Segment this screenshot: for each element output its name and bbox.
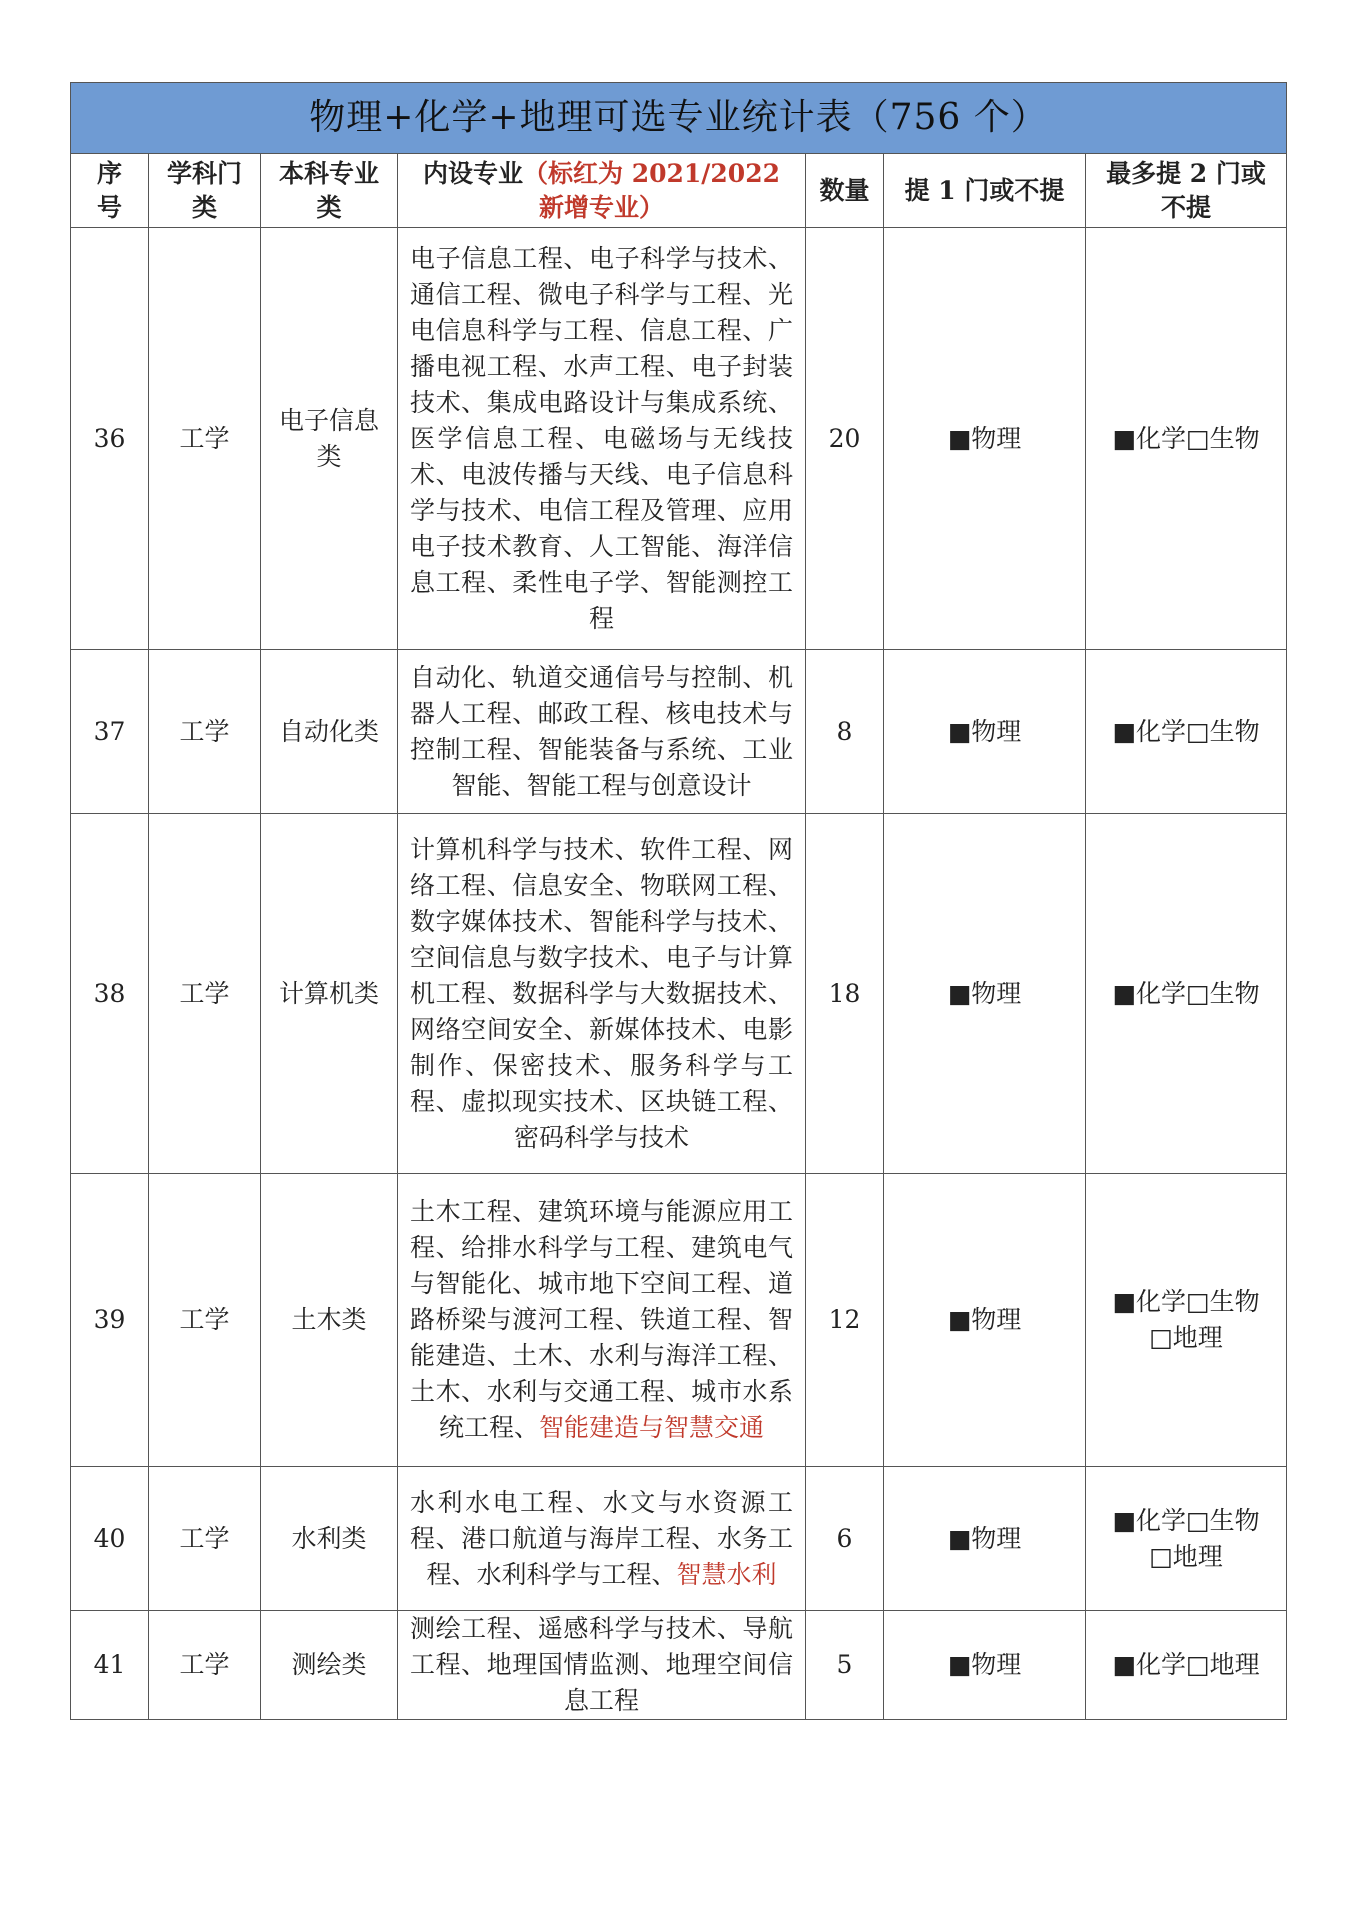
row-majors — [398, 650, 806, 814]
row-category: 自动化类 — [261, 650, 398, 814]
row-category: 计算机类 — [261, 814, 398, 1174]
row-req2: ■化学□生物 — [1086, 228, 1287, 650]
row-majors — [398, 814, 806, 1174]
row-count: 18 — [806, 814, 884, 1174]
row-req2: ■化学□生物 — [1086, 814, 1287, 1174]
table-row — [71, 1467, 1287, 1611]
major-statistics-table-sheet — [70, 82, 1286, 1720]
row-category: 土木类 — [261, 1174, 398, 1467]
row-majors-new: 智慧水利 — [676, 1559, 777, 1589]
table-row — [71, 1611, 1287, 1720]
row-majors — [398, 1174, 806, 1467]
header-discipline: 学科门类 — [149, 154, 261, 228]
row-majors-text: 电子信息工程、电子科学与技术、通信工程、微电子科学与工程、光电信息科学与工程、信息工程、广播电视工程、水声工程、电子封装技术、集成电路设计与集成系统、医学信息工程、电磁场与无线技术、电波传播与天线、电子信息科学与技术、电信工程及管理、应用电子技术教育、人工智能、海洋信息工程、柔性电子学、智能测控工程 — [410, 243, 793, 633]
row-majors-text: 测绘工程、遥感科学与技术、导航工程、地理国情监测、地理空间信息工程 — [410, 1614, 793, 1715]
row-no: 36 — [71, 228, 149, 650]
row-count: 6 — [806, 1467, 884, 1611]
table-row — [71, 228, 1287, 650]
row-discipline: 工学 — [149, 650, 261, 814]
header-category: 本科专业类 — [261, 154, 398, 228]
header-row — [71, 154, 1287, 228]
row-majors-text: 自动化、轨道交通信号与控制、机器人工程、邮政工程、核电技术与控制工程、智能装备与系统、工业智能、智能工程与创意设计 — [410, 662, 793, 800]
row-count: 20 — [806, 228, 884, 650]
row-no: 38 — [71, 814, 149, 1174]
row-no: 37 — [71, 650, 149, 814]
row-req2: ■化学□地理 — [1086, 1611, 1287, 1720]
row-count: 5 — [806, 1611, 884, 1720]
table-row — [71, 814, 1287, 1174]
table-row — [71, 1174, 1287, 1467]
header-majors-prefix: 内设专业 — [422, 158, 523, 188]
row-req1: ■物理 — [884, 1174, 1086, 1467]
header-majors — [398, 154, 806, 228]
row-req2: ■化学□生物□地理 — [1086, 1467, 1287, 1611]
row-discipline: 工学 — [149, 228, 261, 650]
row-category: 测绘类 — [261, 1611, 398, 1720]
row-no: 39 — [71, 1174, 149, 1467]
row-majors — [398, 1467, 806, 1611]
row-count: 12 — [806, 1174, 884, 1467]
row-req1: ■物理 — [884, 1467, 1086, 1611]
table-row — [71, 650, 1287, 814]
row-req2: ■化学□生物□地理 — [1086, 1174, 1287, 1467]
header-majors-note: （标红为 2021/2022 新增专业） — [523, 158, 780, 222]
row-majors-new: 智能建造与智慧交通 — [539, 1413, 765, 1442]
row-req1: ■物理 — [884, 814, 1086, 1174]
row-discipline: 工学 — [149, 1611, 261, 1720]
row-no: 40 — [71, 1467, 149, 1611]
row-majors-text: 土木工程、建筑环境与能源应用工程、给排水科学与工程、建筑电气与智能化、城市地下空间工程、道路桥梁与渡河工程、铁道工程、智能建造、土木、水利与海洋工程、土木、水利与交通工程、城市水系统工程、 — [410, 1197, 793, 1442]
header-count: 数量 — [806, 154, 884, 228]
row-no: 41 — [71, 1611, 149, 1720]
table-title: 物理+化学+地理可选专业统计表（756 个） — [71, 83, 1287, 154]
major-statistics-table — [70, 82, 1287, 1720]
row-majors-text: 计算机科学与技术、软件工程、网络工程、信息安全、物联网工程、数字媒体技术、智能科学与技术、空间信息与数字技术、电子与计算机工程、数据科学与大数据技术、网络空间安全、新媒体技术、电影制作、保密技术、服务科学与工程、虚拟现实技术、区块链工程、密码科学与技术 — [410, 834, 793, 1152]
row-count: 8 — [806, 650, 884, 814]
row-req1: ■物理 — [884, 650, 1086, 814]
row-discipline: 工学 — [149, 814, 261, 1174]
row-majors — [398, 228, 806, 650]
header-no: 序号 — [71, 154, 149, 228]
row-category: 电子信息类 — [261, 228, 398, 650]
row-majors-text: 水利水电工程、水文与水资源工程、港口航道与海岸工程、水务工程、水利科学与工程、 — [410, 1487, 793, 1589]
row-discipline: 工学 — [149, 1174, 261, 1467]
row-category: 水利类 — [261, 1467, 398, 1611]
row-req1: ■物理 — [884, 228, 1086, 650]
row-discipline: 工学 — [149, 1467, 261, 1611]
header-req2: 最多提 2 门或不提 — [1086, 154, 1287, 228]
header-req1: 提 1 门或不提 — [884, 154, 1086, 228]
row-majors — [398, 1611, 806, 1720]
row-req2: ■化学□生物 — [1086, 650, 1287, 814]
row-req1: ■物理 — [884, 1611, 1086, 1720]
